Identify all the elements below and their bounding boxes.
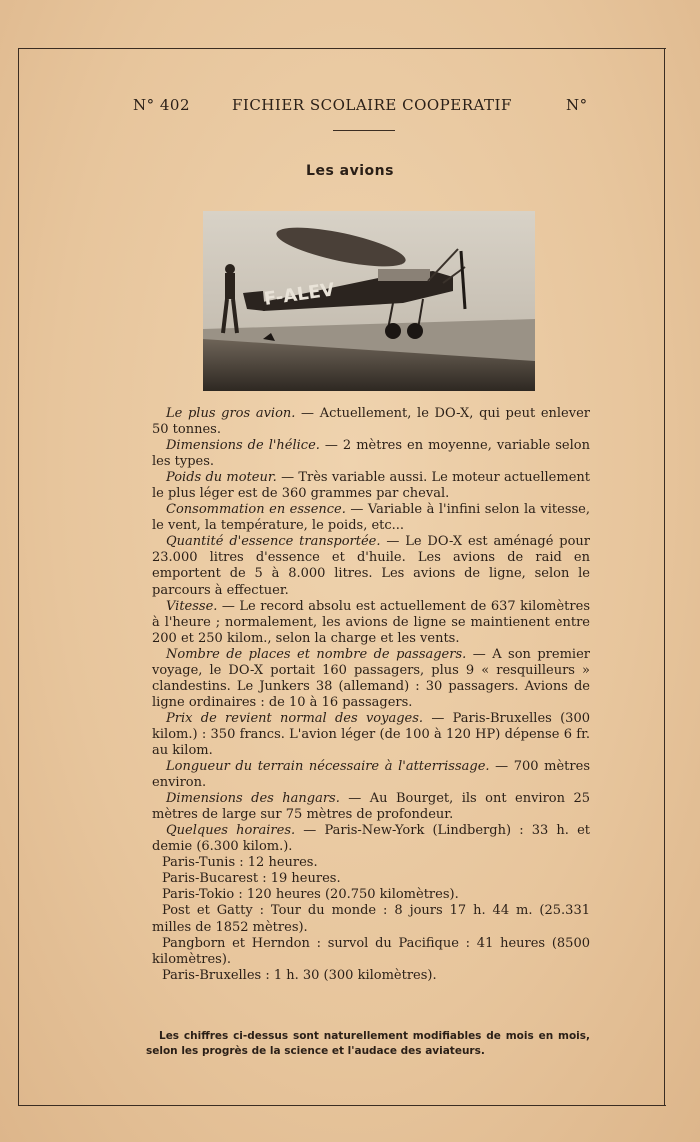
paragraph-hangars: Dimensions des hangars. — Au Bourget, ils ont environ 25 mètres de large sur 75 mètres de profondeur.: [152, 791, 590, 823]
frame-border-bottom: [18, 1105, 666, 1106]
article-body: [152, 406, 590, 984]
paragraph-terrain: Longueur du terrain nécessaire à l'atterrissage. — 700 mètres environ.: [152, 759, 590, 791]
sheet-number: N° 402: [133, 96, 191, 114]
paragraph-helice: Dimensions de l'hélice. — 2 mètres en moyenne, variable selon les types.: [152, 438, 590, 470]
paragraph-plus-gros-avion: Le plus gros avion. — Actuellement, le DO-X, qui peut enlever 50 tonnes.: [152, 406, 590, 438]
schedule-line: Paris-Bruxelles : 1 h. 30 (300 kilomètres).: [162, 967, 437, 983]
paragraph-prix-revient: Prix de revient normal des voyages. — Paris-Bruxelles (300 kilom.) : 350 francs. L'avion léger (de 100 à 120 HP) dépense 6 fr. au kilom.: [152, 710, 590, 758]
document-title: Les avions: [306, 163, 394, 179]
registration-marking: F-ALEV: [262, 279, 336, 310]
schedule-line: Paris-Tokio : 120 heures (20.750 kilomètres).: [162, 887, 459, 903]
paragraph-vitesse: Vitesse. — Le record absolu est actuellement de 637 kilomètres à l'heure ; normalement, les avions de ligne se maintienent entre 200 et 250 kilom., selon la charge et les vents.: [152, 598, 590, 646]
schedule-line: Paris-Tunis : 12 heures.: [162, 855, 318, 871]
page-header: [0, 96, 700, 120]
schedule-line: Pangborn et Herndon : survol du Pacifique : 41 heures (8500 kilomètres).: [152, 935, 590, 967]
paragraph-horaires: Quelques horaires. — Paris-New-York (Lindbergh) : 33 h. et demie (6.300 kilom.).: [152, 823, 591, 855]
paragraph-consommation: Consommation en essence. — Variable à l'infini selon la vitesse, le vent, la température, le poids, etc...: [152, 502, 590, 534]
frame-border-top: [18, 48, 666, 49]
schedule-line: Paris-Bucarest : 19 heures.: [162, 871, 341, 887]
sheet-number-right: N°: [566, 96, 588, 114]
header-divider: [333, 130, 395, 131]
footer-note: Les chiffres ci-dessus sont naturellement modifiables de mois en mois, selon les progrès de la science et l'audace des aviateurs.: [146, 1030, 590, 1057]
frame-border-left: [18, 48, 19, 1106]
frame-border-right: [664, 48, 665, 1106]
paragraph-poids-moteur: Poids du moteur. — Très variable aussi. Le moteur actuellement le plus léger est de 360 grammes par cheval.: [152, 470, 590, 502]
paragraph-passagers: Nombre de places et nombre de passagers. — A son premier voyage, le DO-X portait 160 passagers, plus 9 « resquilleurs » clandestins. Le Junkers 38 (allemand) : 30 passagers. Avions de ligne ordinaires : de 10 à 16 passagers.: [152, 646, 590, 710]
header-title: FICHIER SCOLAIRE COOPERATIF: [232, 96, 512, 114]
paragraph-quantite-essence: Quantité d'essence transportée. — Le DO-X est aménagé pour 23.000 litres d'essence et d'huile. Les avions de raid en emportent de 5 à 8.000 litres. Les avions de ligne, selon le parcours à effectuer.: [152, 534, 590, 598]
schedule-line: Post et Gatty : Tour du monde : 8 jours 17 h. 44 m. (25.331 milles de 1852 mètres).: [152, 903, 590, 935]
airplane-photo: [203, 211, 535, 391]
